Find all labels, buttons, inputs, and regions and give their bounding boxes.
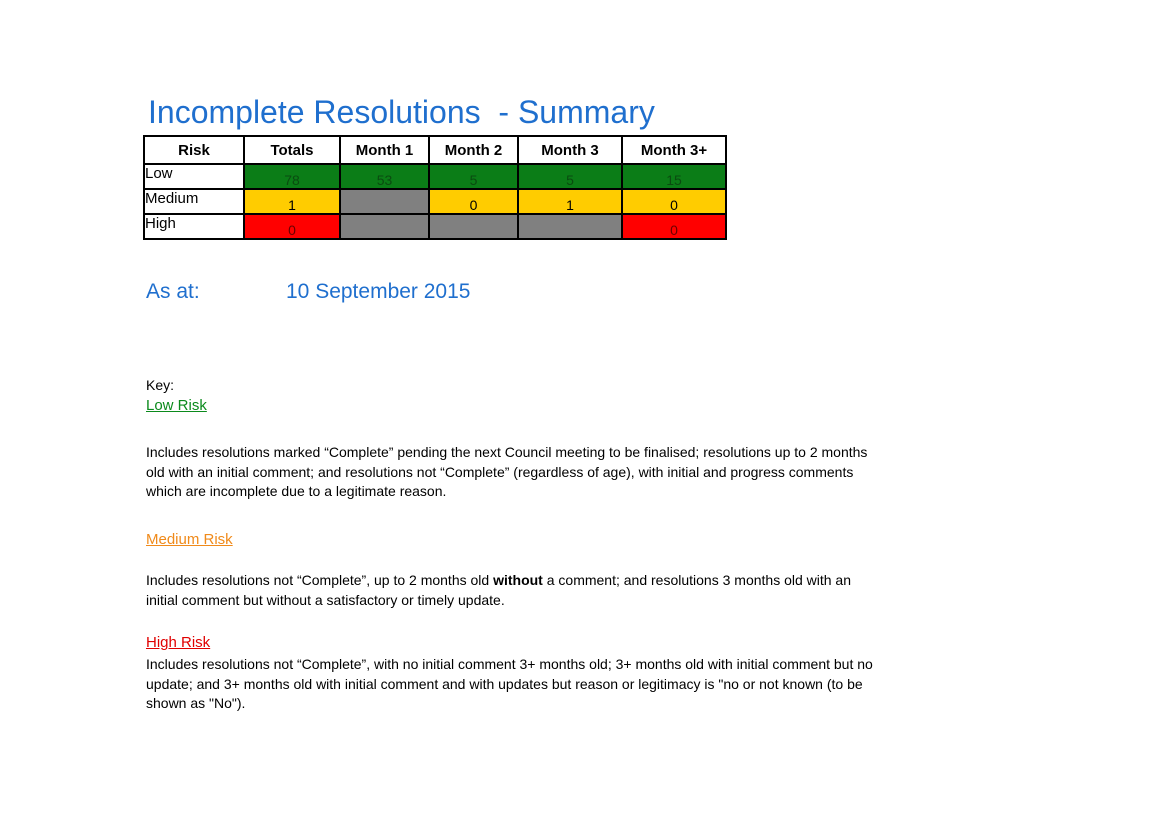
medium-text-bold: without <box>493 572 543 588</box>
header-month-1: Month 1 <box>340 136 429 164</box>
table-row-high <box>144 214 726 239</box>
table-header-row <box>144 136 726 164</box>
medium-totals-cell: 1 <box>244 189 340 214</box>
high-month-2-cell <box>429 214 518 239</box>
key-label: Key: <box>146 377 175 393</box>
medium-text-before: Includes resolutions not “Complete”, up to 2 months old <box>146 572 494 588</box>
table-row-low <box>144 164 726 189</box>
row-label-medium: Medium <box>144 189 244 214</box>
page-title: Incomplete Resolutions - Summary <box>148 94 655 130</box>
medium-month-2-cell: 0 <box>429 189 518 214</box>
low-month-2-cell: 5 <box>429 164 518 189</box>
high-risk-description: Includes resolutions not “Complete”, with no initial comment 3+ months old; 3+ months old with initial comment but no update; and 3+ months old with initial comment and with updates but reason or legitimacy is "no or not known (to be shown as "No"). <box>146 656 873 711</box>
medium-month-3-plus-cell: 0 <box>622 189 726 214</box>
high-month-3-plus-cell: 0 <box>622 214 726 239</box>
low-month-3-cell: 5 <box>518 164 622 189</box>
high-totals-cell: 0 <box>244 214 340 239</box>
summary-table <box>143 135 727 240</box>
header-month-2: Month 2 <box>429 136 518 164</box>
high-risk-heading: High Risk <box>146 634 211 651</box>
as-at-date: 10 September 2015 <box>286 280 471 303</box>
header-risk: Risk <box>144 136 244 164</box>
low-month-3-plus-cell: 15 <box>622 164 726 189</box>
as-at-label: As at: <box>146 280 200 303</box>
header-month-3: Month 3 <box>518 136 622 164</box>
high-month-3-cell <box>518 214 622 239</box>
low-totals-cell: 78 <box>244 164 340 189</box>
high-month-1-cell <box>340 214 429 239</box>
medium-risk-description <box>146 571 886 610</box>
low-month-1-cell: 53 <box>340 164 429 189</box>
medium-month-1-cell <box>340 189 429 214</box>
medium-text-after: a comment; and resolutions 3 months old with an initial comment but without a satisfactory or timely update. <box>146 572 852 608</box>
low-risk-description: Includes resolutions marked “Complete” pending the next Council meeting to be finalised; resolutions up to 2 months old with an initial comment; and resolutions not “Complete” (regardless of age), with initial and progress comments which are incomplete due to a legitimate reason. <box>146 444 868 499</box>
medium-month-3-cell: 1 <box>518 189 622 214</box>
header-month-3-plus: Month 3+ <box>622 136 726 164</box>
medium-risk-heading: Medium Risk <box>146 531 233 548</box>
table-row-medium <box>144 189 726 214</box>
low-risk-heading: Low Risk <box>146 397 207 414</box>
row-label-low: Low <box>144 164 244 189</box>
row-label-high: High <box>144 214 244 239</box>
header-totals: Totals <box>244 136 340 164</box>
